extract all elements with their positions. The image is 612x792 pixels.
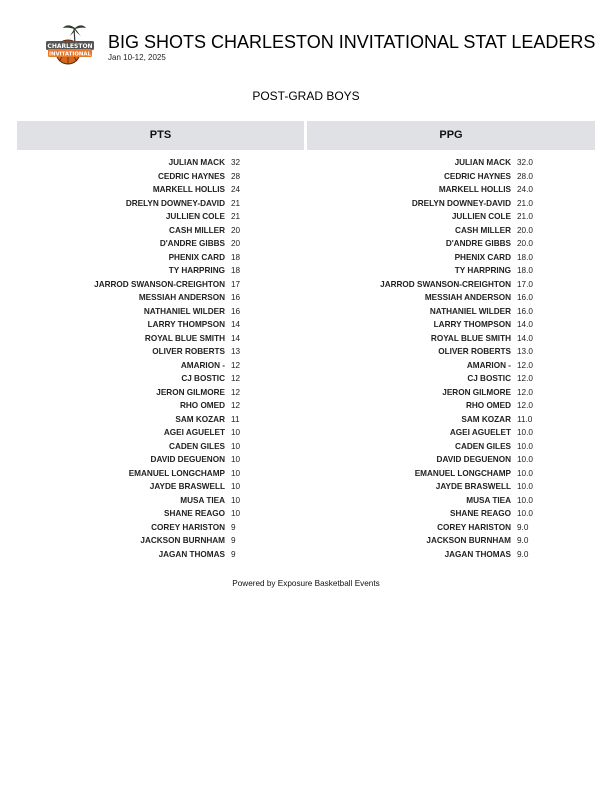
- ppg-leader-row: [303, 197, 603, 211]
- pts-value: 10: [231, 482, 241, 491]
- pts-leader-row: [17, 399, 317, 413]
- ppg-leader-row: [303, 224, 603, 238]
- ppg-value: 32.0: [517, 158, 533, 167]
- event-date: Jan 10-12, 2025: [108, 53, 166, 62]
- ppg-value: 14.0: [517, 333, 533, 343]
- pts-value: 10: [231, 428, 241, 437]
- pts-leader-row: [17, 480, 317, 494]
- pts-value: 24: [231, 185, 241, 194]
- ppg-leader-row: [303, 480, 603, 494]
- pts-leader-row: [17, 440, 317, 454]
- ppg-leader-row: [303, 467, 603, 481]
- ppg-leader-row: [303, 372, 603, 386]
- ppg-leader-row: [303, 156, 603, 170]
- pts-leader-row: [17, 156, 317, 170]
- pts-value: 12: [231, 401, 241, 410]
- player-name: CADEN GILES: [455, 441, 511, 451]
- ppg-leader-row: [303, 399, 603, 413]
- pts-value: 11: [231, 414, 240, 424]
- page-header: [44, 22, 604, 66]
- ppg-leader-row: [303, 251, 603, 265]
- pts-leader-row: [17, 386, 317, 400]
- pts-leader-row: [17, 291, 317, 305]
- ppg-leader-row: [303, 183, 603, 197]
- pts-leader-row: [17, 318, 317, 332]
- ppg-leader-row: [303, 548, 603, 562]
- ppg-value: 9.0: [517, 522, 529, 532]
- ppg-value: 20.0: [517, 239, 533, 248]
- player-name: JULIAN MACK: [168, 158, 225, 167]
- player-name: SHANE REAGO: [450, 509, 511, 518]
- ppg-value: 16.0: [517, 306, 533, 316]
- pts-leader-row: [17, 224, 317, 238]
- player-name: DRELYN DOWNEY-DAVID: [125, 198, 225, 208]
- player-name: DAVID DEGUENON: [436, 455, 511, 464]
- player-name: JULIAN MACK: [454, 158, 511, 167]
- player-name: TY HARPRING: [454, 266, 511, 275]
- ppg-leader-row: [303, 440, 603, 454]
- player-name: DRELYN DOWNEY-DAVID: [411, 198, 511, 208]
- ppg-leader-row: [303, 210, 603, 224]
- ppg-leader-row: [303, 291, 603, 305]
- player-name: AMARION -: [466, 360, 511, 370]
- player-name: EMANUEL LONGCHAMP: [128, 468, 225, 478]
- pts-value: 10: [231, 509, 241, 518]
- logo-text-bottom: INVITATIONAL: [48, 51, 92, 58]
- pts-leader-row: [17, 197, 317, 211]
- player-name: RHO OMED: [465, 401, 511, 410]
- ppg-leader-row: [303, 534, 603, 548]
- ppg-value: 9.0: [517, 549, 529, 559]
- page-title: BIG SHOTS CHARLESTON INVITATIONAL STAT LEADERS: [108, 32, 596, 52]
- pts-leader-row: [17, 413, 317, 427]
- ppg-leader-row: [303, 521, 603, 535]
- ppg-value: 16.0: [517, 293, 533, 302]
- pts-value: 9: [231, 522, 236, 532]
- ppg-value: 21.0: [517, 198, 533, 208]
- pts-leader-row: [17, 453, 317, 467]
- pts-leader-row: [17, 534, 317, 548]
- ppg-leader-row: [303, 170, 603, 184]
- pts-value: 28: [231, 171, 241, 181]
- player-name: DAVID DEGUENON: [150, 455, 225, 464]
- ppg-value: 10.0: [517, 428, 533, 437]
- ppg-value: 24.0: [517, 185, 533, 194]
- ppg-value: 12.0: [517, 360, 533, 370]
- pts-leader-row: [17, 332, 317, 346]
- player-name: OLIVER ROBERTS: [152, 347, 225, 356]
- player-name: SAM KOZAR: [175, 414, 225, 424]
- player-name: CASH MILLER: [169, 225, 225, 235]
- ppg-value: 10.0: [517, 441, 533, 451]
- pts-value: 21: [231, 212, 241, 221]
- charleston-invitational-logo: [44, 22, 96, 66]
- player-name: AMARION -: [180, 360, 225, 370]
- pts-value: 16: [231, 306, 241, 316]
- ppg-leader-row: [303, 413, 603, 427]
- pts-value: 18: [231, 252, 241, 262]
- ppg-leader-row: [303, 507, 603, 521]
- player-name: AGEI AGUELET: [163, 428, 225, 437]
- player-name: PHENIX CARD: [454, 252, 511, 262]
- pts-value: 10: [231, 495, 241, 505]
- pts-value: 10: [231, 441, 241, 451]
- pts-value: 10: [231, 455, 241, 464]
- pts-leader-row: [17, 251, 317, 265]
- pts-value: 13: [231, 347, 241, 356]
- player-name: LARRY THOMPSON: [433, 320, 511, 329]
- ppg-leader-row: [303, 264, 603, 278]
- ppg-leader-row: [303, 237, 603, 251]
- ppg-value: 18.0: [517, 266, 533, 275]
- pts-value: 20: [231, 239, 241, 248]
- ppg-value: 17.0: [517, 279, 533, 289]
- pts-leader-row: [17, 345, 317, 359]
- player-name: RHO OMED: [179, 401, 225, 410]
- pts-value: 12: [231, 387, 241, 397]
- player-name: NATHANIEL WILDER: [143, 306, 225, 316]
- pts-leader-row: [17, 548, 317, 562]
- player-name: MUSA TIEA: [180, 495, 225, 505]
- player-name: JAGAN THOMAS: [444, 549, 511, 559]
- ppg-leaders-list: [303, 156, 603, 561]
- pts-leader-row: [17, 494, 317, 508]
- pts-value: 17: [231, 279, 241, 289]
- player-name: CJ BOSTIC: [181, 374, 225, 383]
- player-name: SAM KOZAR: [461, 414, 511, 424]
- pts-value: 16: [231, 293, 241, 302]
- player-name: JAYDE BRASWELL: [149, 482, 225, 491]
- player-name: MUSA TIEA: [466, 495, 511, 505]
- player-name: TY HARPRING: [168, 266, 225, 275]
- ppg-value: 10.0: [517, 509, 533, 518]
- pts-value: 20: [231, 225, 241, 235]
- pts-value: 21: [231, 198, 241, 208]
- ppg-leader-row: [303, 494, 603, 508]
- pts-leader-row: [17, 278, 317, 292]
- pts-leader-row: [17, 507, 317, 521]
- pts-value: 9: [231, 549, 236, 559]
- player-name: CASH MILLER: [455, 225, 511, 235]
- pts-leader-row: [17, 521, 317, 535]
- ppg-value: 13.0: [517, 347, 533, 356]
- player-name: JULLIEN COLE: [165, 212, 225, 221]
- player-name: JAGAN THOMAS: [158, 549, 225, 559]
- player-name: JARROD SWANSON-CREIGHTON: [380, 279, 511, 289]
- pts-leaders-list: [17, 156, 317, 561]
- pts-leader-row: [17, 467, 317, 481]
- pts-leader-row: [17, 426, 317, 440]
- ppg-value: 9.0: [517, 536, 529, 545]
- player-name: CJ BOSTIC: [467, 374, 511, 383]
- division-heading: POST-GRAD BOYS: [252, 89, 360, 103]
- ppg-leader-row: [303, 318, 603, 332]
- player-name: JULLIEN COLE: [451, 212, 511, 221]
- ppg-leader-row: [303, 426, 603, 440]
- pts-value: 10: [231, 468, 241, 478]
- player-name: JACKSON BURNHAM: [140, 536, 225, 545]
- pts-value: 12: [231, 374, 241, 383]
- player-name: MARKELL HOLLIS: [152, 185, 225, 194]
- ppg-leader-row: [303, 453, 603, 467]
- player-name: MESSIAH ANDERSON: [138, 293, 225, 302]
- ppg-leader-row: [303, 278, 603, 292]
- ppg-value: 21.0: [517, 212, 533, 221]
- player-name: MARKELL HOLLIS: [438, 185, 511, 194]
- player-name: CEDRIC HAYNES: [157, 171, 225, 181]
- ppg-value: 12.0: [517, 374, 533, 383]
- player-name: COREY HARISTON: [437, 522, 511, 532]
- player-name: PHENIX CARD: [168, 252, 225, 262]
- player-name: OLIVER ROBERTS: [438, 347, 511, 356]
- ppg-leader-row: [303, 359, 603, 373]
- player-name: JAYDE BRASWELL: [435, 482, 511, 491]
- ppg-value: 12.0: [517, 387, 533, 397]
- player-name: CADEN GILES: [169, 441, 225, 451]
- ppg-value: 28.0: [517, 171, 533, 181]
- pts-value: 14: [231, 320, 241, 329]
- pts-leader-row: [17, 305, 317, 319]
- player-name: ROYAL BLUE SMITH: [430, 333, 511, 343]
- player-name: D'ANDRE GIBBS: [159, 239, 225, 248]
- pts-leader-row: [17, 183, 317, 197]
- pts-leader-row: [17, 170, 317, 184]
- ppg-value: 11.0: [517, 414, 533, 424]
- ppg-leader-row: [303, 305, 603, 319]
- pts-value: 18: [231, 266, 241, 275]
- logo-text-top: CHARLESTON: [47, 43, 93, 50]
- ppg-leader-row: [303, 386, 603, 400]
- player-name: JACKSON BURNHAM: [426, 536, 511, 545]
- player-name: EMANUEL LONGCHAMP: [414, 468, 511, 478]
- ppg-value: 18.0: [517, 252, 533, 262]
- player-name: JERON GILMORE: [442, 387, 511, 397]
- player-name: LARRY THOMPSON: [147, 320, 225, 329]
- pts-leader-row: [17, 264, 317, 278]
- player-name: COREY HARISTON: [151, 522, 225, 532]
- player-name: AGEI AGUELET: [449, 428, 511, 437]
- player-name: NATHANIEL WILDER: [429, 306, 511, 316]
- player-name: SHANE REAGO: [164, 509, 225, 518]
- player-name: D'ANDRE GIBBS: [445, 239, 511, 248]
- footer-credit: Powered by Exposure Basketball Events: [232, 579, 380, 588]
- pts-value: 12: [231, 360, 241, 370]
- player-name: ROYAL BLUE SMITH: [144, 333, 225, 343]
- player-name: MESSIAH ANDERSON: [424, 293, 511, 302]
- ppg-leader-row: [303, 332, 603, 346]
- ppg-value: 12.0: [517, 401, 533, 410]
- ppg-value: 10.0: [517, 455, 533, 464]
- pts-leader-row: [17, 237, 317, 251]
- pts-column-header: PTS: [17, 121, 304, 150]
- ppg-value: 10.0: [517, 482, 533, 491]
- ppg-value: 10.0: [517, 495, 533, 505]
- pts-value: 32: [231, 158, 241, 167]
- ppg-value: 20.0: [517, 225, 533, 235]
- ppg-value: 14.0: [517, 320, 533, 329]
- player-name: JARROD SWANSON-CREIGHTON: [94, 279, 225, 289]
- ppg-leader-row: [303, 345, 603, 359]
- pts-leader-row: [17, 372, 317, 386]
- pts-leader-row: [17, 210, 317, 224]
- ppg-column-header: PPG: [307, 121, 595, 150]
- player-name: JERON GILMORE: [156, 387, 225, 397]
- ppg-value: 10.0: [517, 468, 533, 478]
- player-name: CEDRIC HAYNES: [443, 171, 511, 181]
- pts-leader-row: [17, 359, 317, 373]
- pts-value: 14: [231, 333, 241, 343]
- pts-value: 9: [231, 536, 236, 545]
